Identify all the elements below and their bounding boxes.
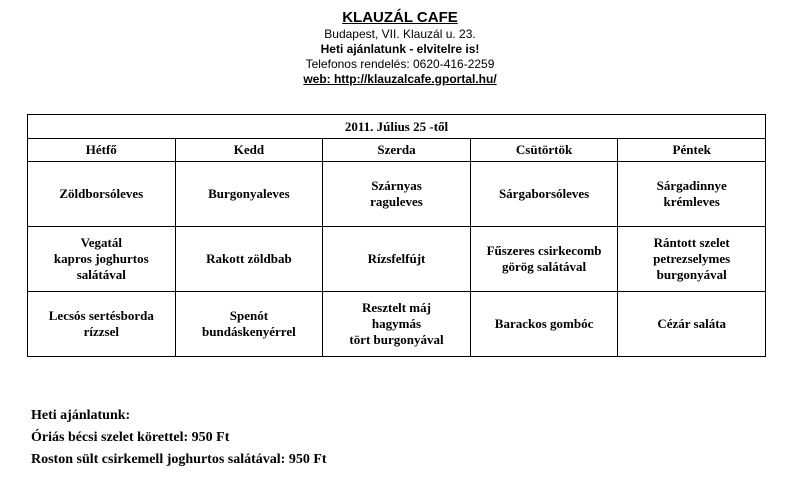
cafe-header [0, 8, 800, 87]
meal-cell: Rakott zöldbab [175, 227, 323, 292]
meal-cell: Sárgaborsóleves [470, 162, 618, 227]
meal-cell: Rízsfelfújt [323, 227, 471, 292]
meal-cell: Barackos gombóc [470, 292, 618, 357]
weekly-offers [31, 405, 327, 471]
soup-row [28, 162, 766, 227]
weekly-offer-item: Óriás bécsi szelet körettel: 950 Ft [31, 430, 230, 445]
date-row [28, 115, 766, 139]
main-course-row [28, 227, 766, 292]
meal-cell: Resztelt máj hagymás tört burgonyával [323, 292, 471, 357]
day-header-row [28, 139, 766, 162]
cafe-phone: Telefonos rendelés: 0620-416-2259 [305, 57, 495, 71]
day-wednesday: Szerda [323, 139, 471, 162]
weekly-menu-table [27, 114, 766, 357]
cafe-title: KLAUZÁL CAFE [342, 9, 458, 26]
day-tuesday: Kedd [175, 139, 323, 162]
meal-cell: Szárnyas raguleves [323, 162, 471, 227]
second-course-row [28, 292, 766, 357]
meal-cell: Rántott szelet petrezselymes burgonyával [618, 227, 766, 292]
cafe-slogan: Heti ajánlatunk - elvitelre is! [320, 42, 480, 56]
menu-date: 2011. Július 25 -től [28, 115, 766, 139]
meal-cell: Burgonyaleves [175, 162, 323, 227]
weekly-offer-item: Roston sült csirkemell joghurtos salátával: 950 Ft [31, 452, 327, 467]
day-friday: Péntek [618, 139, 766, 162]
meal-cell: Vegatál kapros joghurtos salátával [28, 227, 176, 292]
cafe-web-link[interactable]: web: http://klauzalcafe.gportal.hu/ [303, 72, 497, 86]
meal-cell: Lecsós sertésborda rízzsel [28, 292, 176, 357]
meal-cell: Cézár saláta [618, 292, 766, 357]
day-monday: Hétfő [28, 139, 176, 162]
meal-cell: Fűszeres csirkecomb görög salátával [470, 227, 618, 292]
day-thursday: Csütörtök [470, 139, 618, 162]
meal-cell: Sárgadinnye krémleves [618, 162, 766, 227]
meal-cell: Spenót bundáskenyérrel [175, 292, 323, 357]
weekly-offers-heading: Heti ajánlatunk: [31, 408, 131, 423]
cafe-address: Budapest, VII. Klauzál u. 23. [324, 27, 476, 41]
meal-cell: Zöldborsóleves [28, 162, 176, 227]
